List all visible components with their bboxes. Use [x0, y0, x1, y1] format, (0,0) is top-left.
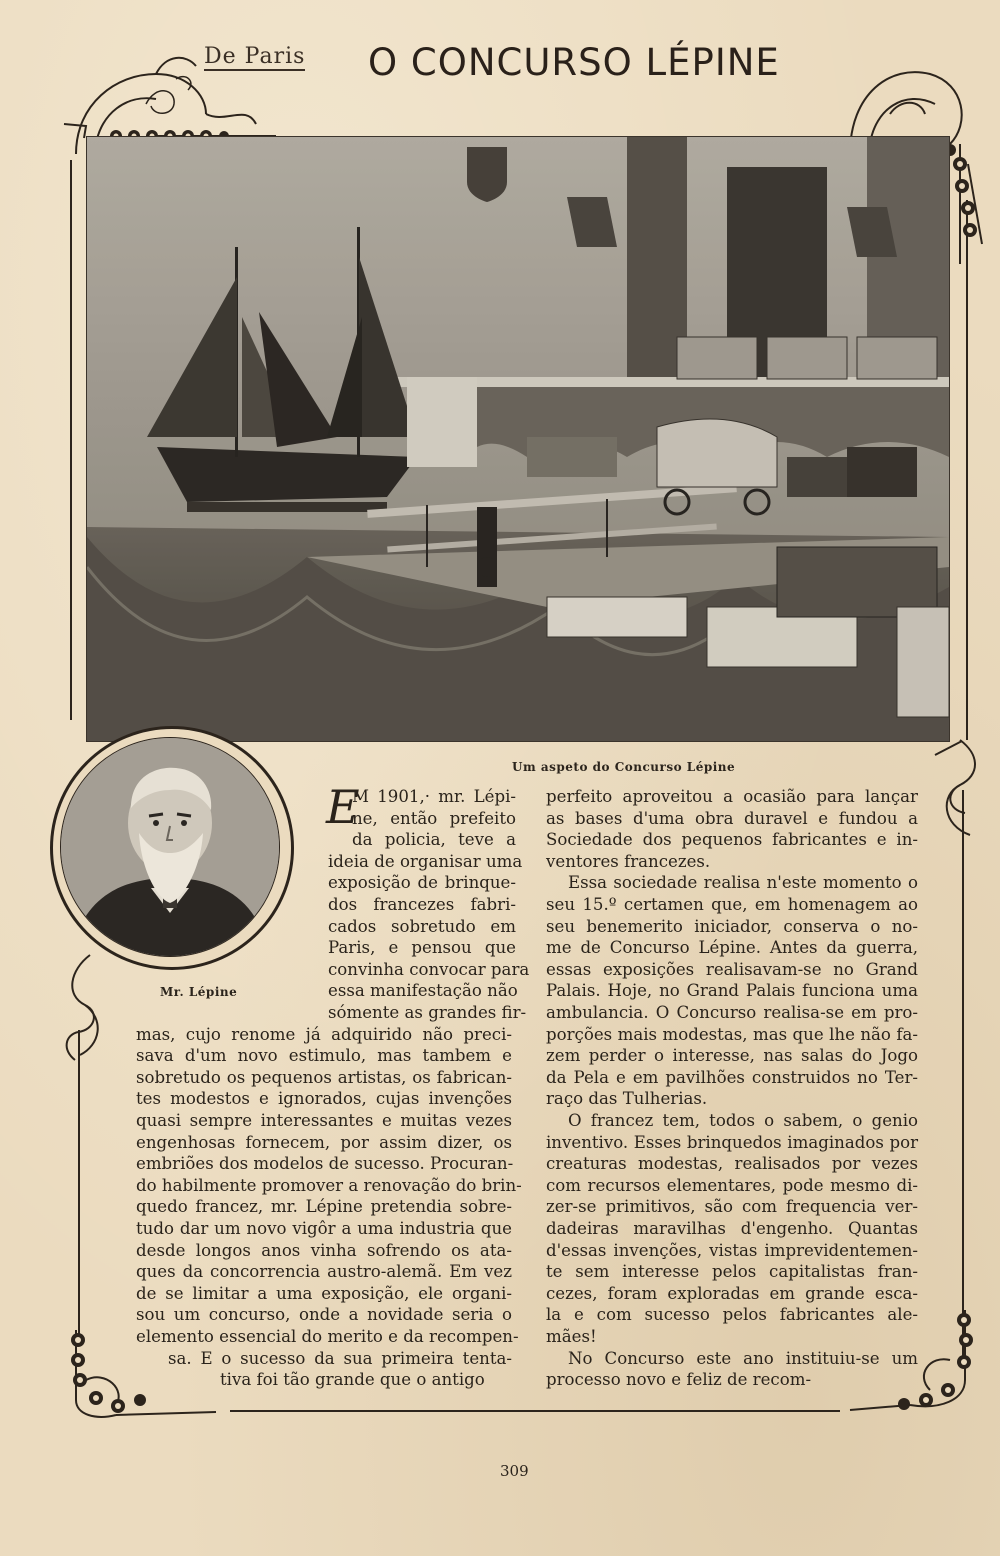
- article-text-line: sobretudo os pequenos artistas, os fabrican-: [136, 1067, 512, 1087]
- article-text-line: sou um concurso, onde a novidade seria o: [136, 1305, 512, 1325]
- lepine-portrait-image: [61, 738, 279, 956]
- article-text-line: O francez tem, todos o sabem, o genio: [568, 1111, 918, 1130]
- article-text-line: ambulancia. O Concurso realisa-se em pro-: [546, 1003, 918, 1022]
- photo-caption: Um aspeto do Concurso Lépine: [512, 760, 736, 774]
- footer-rule: [230, 1410, 840, 1412]
- article-text-line: seu benemerito iniciador, conserva o no-: [546, 916, 918, 936]
- drop-cap: E: [326, 780, 360, 834]
- article-text-line: da policia, teve a: [352, 830, 516, 850]
- article-text-line: mas, cujo renome já adquirido não preci-: [136, 1024, 512, 1044]
- page-number: 309: [500, 1462, 529, 1480]
- article-text-line: perfeito aproveitou a ocasião para lançar: [546, 787, 918, 806]
- exhibition-photo: [86, 136, 950, 742]
- article-text-line: creaturas modestas, realisados por vezes: [546, 1154, 918, 1174]
- article-text-line: sava d'um novo estimulo, mas tambem e: [136, 1046, 512, 1066]
- article-text-line: tiva foi tão grande que o antigo: [220, 1370, 485, 1390]
- article-text-line: essa manifestação não: [328, 981, 518, 1001]
- article-text-line: sómente as grandes fir-: [328, 1003, 527, 1022]
- article-text-line: Sociedade dos pequenos fabricantes e in-: [546, 830, 918, 850]
- article-text-line: quedo francez, mr. Lépine pretendia sobre-: [136, 1197, 512, 1217]
- article-text-line: do habilmente promover a renovação do brin-: [136, 1175, 522, 1195]
- exhibition-photo-image: [87, 137, 949, 741]
- portrait-caption: Mr. Lépine: [160, 985, 238, 999]
- side-ornament-left-icon: [50, 950, 130, 1070]
- article-text-line: quasi sempre interessantes e muitas vezes: [136, 1111, 512, 1130]
- article-text-line: cezes, foram exploradas em grande esca-: [546, 1283, 918, 1303]
- article-text-line: zem perder o interesse, nas salas do Jogo: [546, 1046, 918, 1066]
- article-text-line: M 1901,· mr. Lépi-: [352, 787, 516, 806]
- frame-left-line: [70, 160, 72, 720]
- frame-right-line: [966, 200, 968, 740]
- article-text-line: com recursos elementares, pode mesmo di-: [546, 1175, 918, 1195]
- article-text-line: Palais. Hoje, no Grand Palais funciona uma: [546, 981, 918, 1001]
- article-text-line: de se limitar a uma exposição, ele organi-: [136, 1283, 512, 1303]
- article-text-line: ques da concorrencia austro-alemã. Em vez: [136, 1262, 512, 1282]
- article-text-line: ventores francezes.: [546, 851, 711, 871]
- article-text-line: elemento essencial do merito e da recompen-: [136, 1327, 519, 1346]
- section-label: De Paris: [204, 44, 306, 69]
- article-text-line: zer-se primitivos, são com frequencia ver-: [546, 1197, 918, 1217]
- article-text-line: d'essas invenções, vistas imprevidentemen-: [546, 1240, 918, 1260]
- article-text-line: mães!: [546, 1327, 597, 1346]
- article-text-line: embriões dos modelos de sucesso. Procuran-: [136, 1154, 514, 1174]
- article-text-line: tudo dar um novo vigôr a uma industria que: [136, 1219, 512, 1238]
- article-text-line: porções mais modestas, mas que lhe não fa-: [546, 1024, 918, 1044]
- article-text-line: desde longos anos vinha sofrendo os ata-: [136, 1240, 512, 1260]
- article-text-line: as bases d'uma obra duravel e fundou a: [546, 808, 918, 828]
- frame-right-lower-line: [962, 790, 964, 1360]
- article-text-line: me de Concurso Lépine. Antes da guerra,: [546, 938, 918, 958]
- article-text-line: inventivo. Esses brinquedos imaginados por: [546, 1132, 918, 1152]
- article-text-line: sa. E o sucesso da sua primeira tenta-: [168, 1348, 512, 1368]
- article-text-line: exposição de brinque-: [328, 873, 516, 893]
- article-text-line: ideia de organisar uma: [328, 851, 523, 871]
- article-text-line: processo novo e feliz de recom-: [546, 1370, 812, 1390]
- article-text-line: cados sobretudo em: [328, 916, 516, 936]
- article-text-line: engenhosas fornecem, por assim dizer, os: [136, 1132, 512, 1152]
- article-text-line: dos francezes fabri-: [328, 895, 516, 914]
- side-ornament-right-icon: [930, 735, 990, 855]
- article-text-line: tes modestos e ignorados, cujas invenções: [136, 1089, 512, 1109]
- article-text-line: te sem interesse pelos capitalistas fran-: [546, 1262, 918, 1282]
- article-text-line: No Concurso este ano instituiu-se um: [568, 1348, 918, 1368]
- article-text-line: essas exposições realisavam-se no Grand: [546, 959, 918, 979]
- article-text-line: seu 15.º certamen que, em homenagem ao: [546, 895, 918, 914]
- frame-left-lower-line: [78, 1030, 80, 1340]
- article-text-line: convinha convocar para: [328, 959, 530, 979]
- article-title: O CONCURSO LÉPINE: [368, 41, 780, 84]
- article-text-line: Essa sociedade realisa n'este momento o: [568, 873, 918, 893]
- lepine-portrait: [60, 737, 280, 957]
- article-text-line: da Pela e em pavilhões construidos no Ter-: [546, 1067, 918, 1087]
- article-text-line: la e com sucesso pelos fabricantes ale-: [546, 1305, 918, 1325]
- article-text-line: raço das Tulherias.: [546, 1089, 708, 1109]
- article-text-line: ne, então prefeito: [352, 808, 516, 828]
- article-text-line: dadeiras maravilhas d'engenho. Quantas: [546, 1219, 918, 1238]
- article-text-line: Paris, e pensou que: [328, 938, 516, 958]
